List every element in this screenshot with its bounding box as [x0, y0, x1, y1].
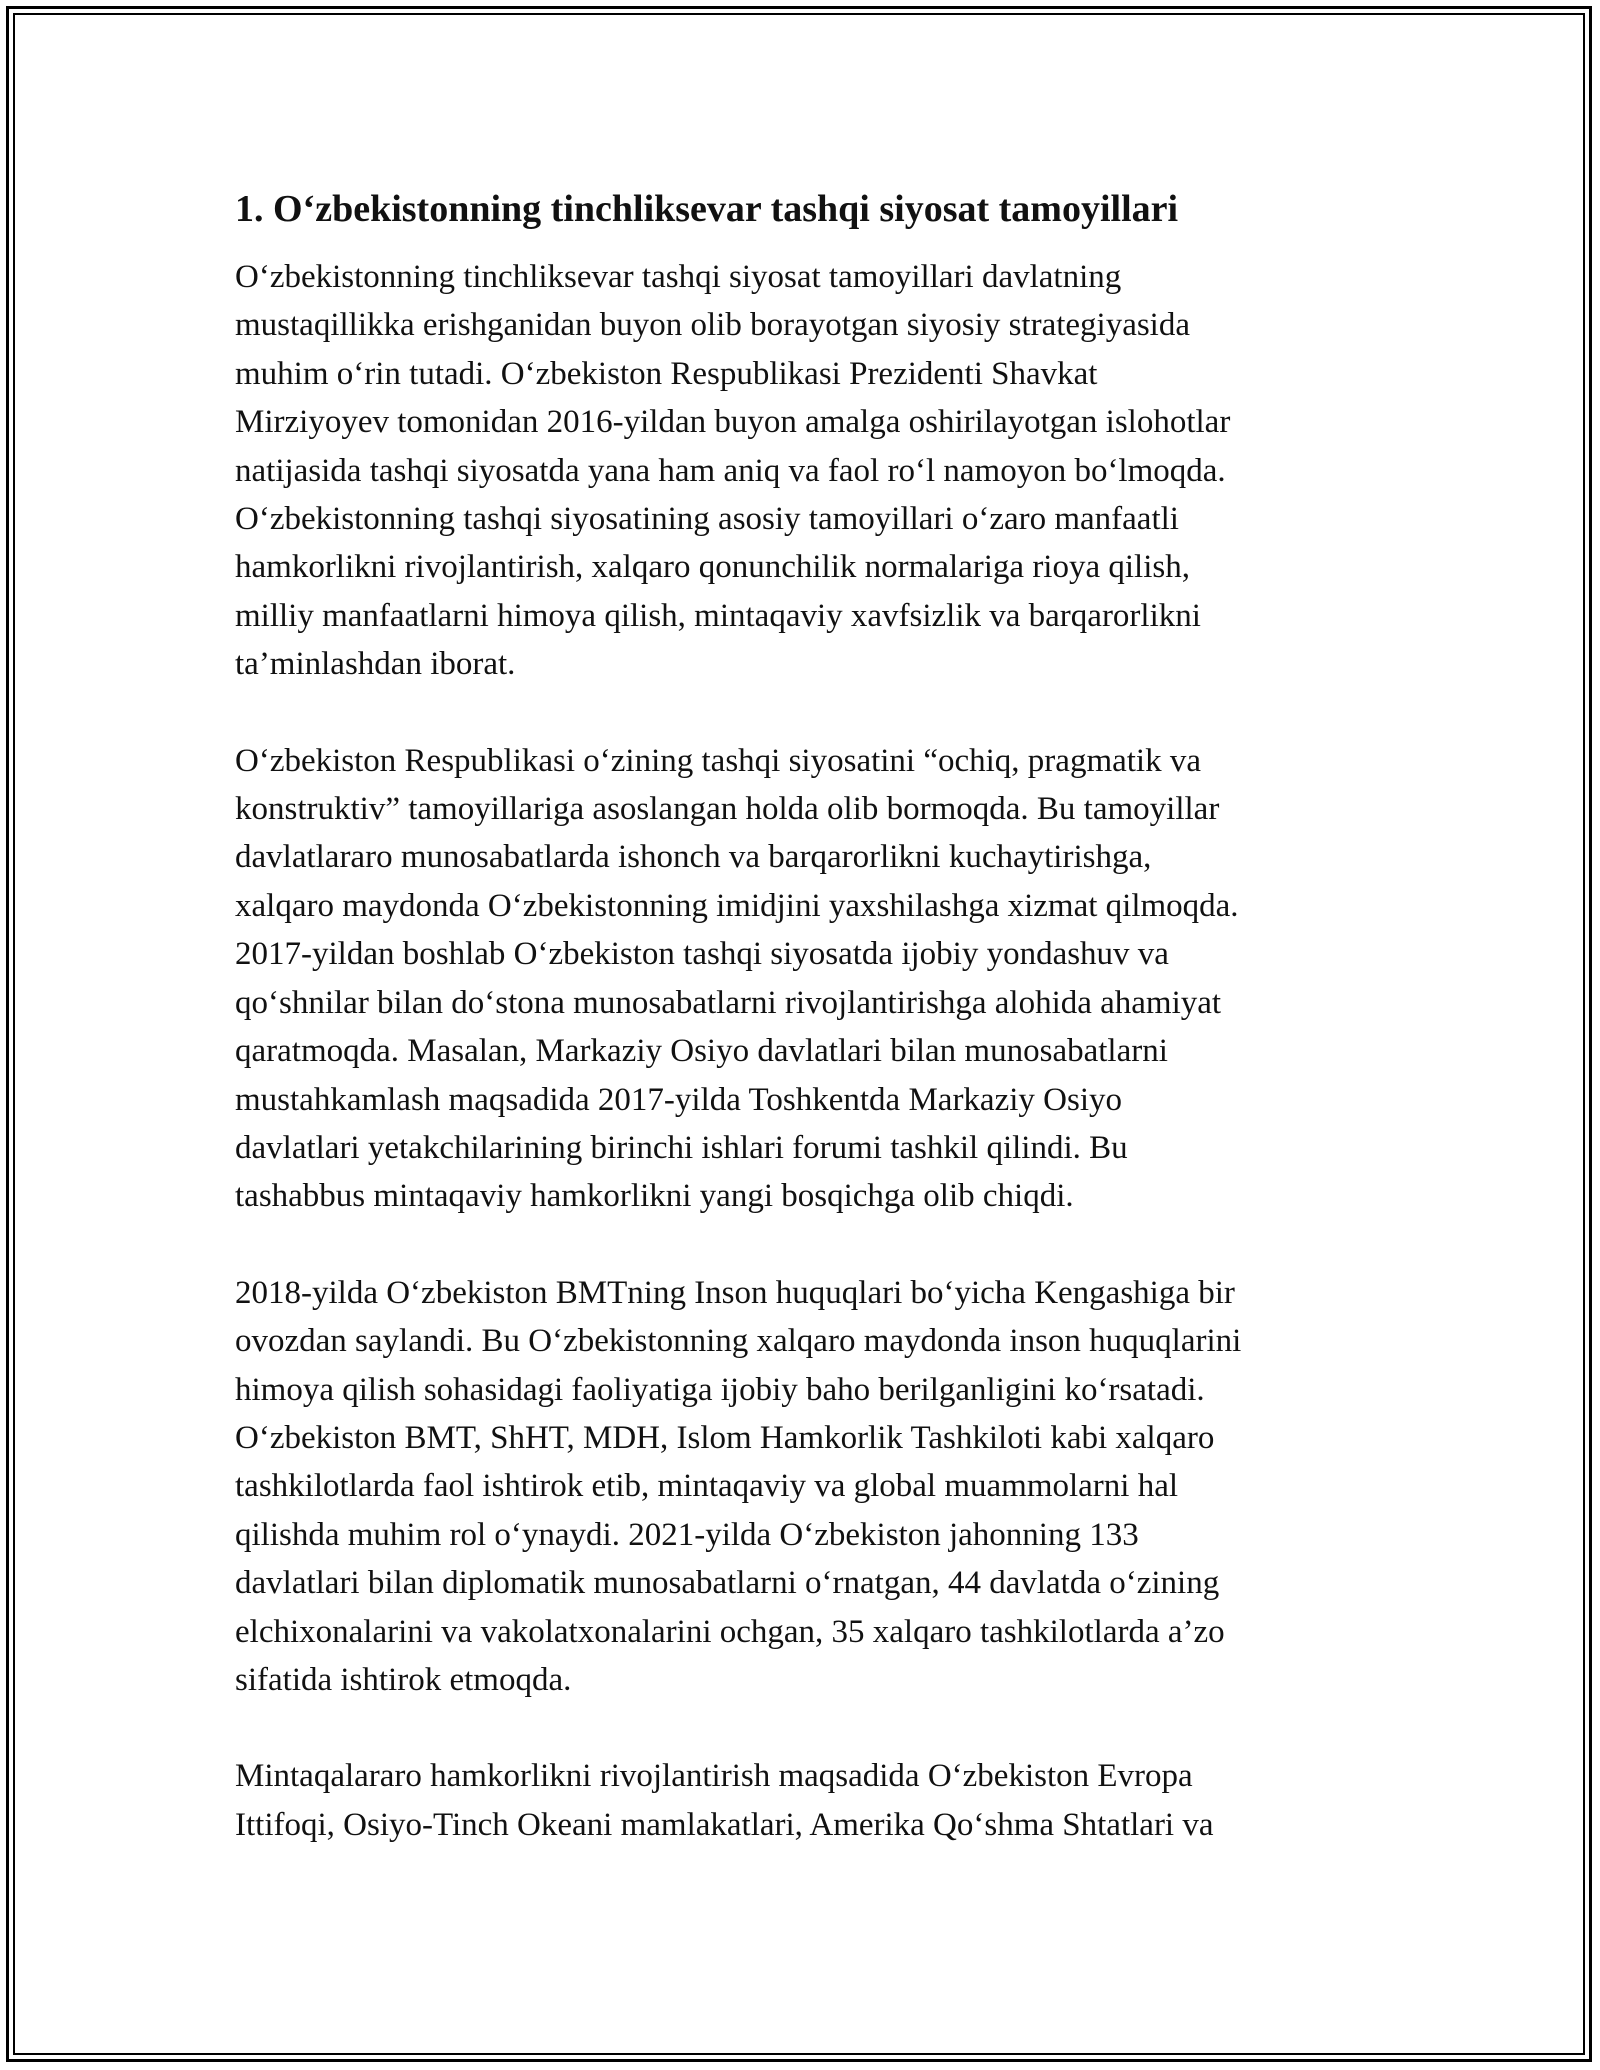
text-line: qo‘shnilar bilan do‘stona munosabatlarni rivojlantirishga alohida ahamiyat — [235, 984, 1222, 1021]
text-line: tashabbus mintaqaviy hamkorlikni yangi bosqichga olib chiqdi. — [235, 1178, 1074, 1215]
text-line: himoya qilish sohasidagi faoliyatiga ijobiy baho berilganligini ko‘rsatadi. — [235, 1371, 1205, 1408]
text-line: Ittifoqi, Osiyo-Tinch Okeani mamlakatlari, Amerika Qo‘shma Shtatlari va — [235, 1806, 1214, 1843]
paragraph-open-pragmatic-policy — [235, 737, 1365, 1221]
text-line: milliy manfaatlarni himoya qilish, mintaqaviy xavfsizlik va barqarorlikni — [235, 597, 1201, 634]
text-line: davlatlari bilan diplomatik munosabatlarni o‘rnatgan, 44 davlatda o‘zining — [235, 1565, 1220, 1602]
text-line: Mirziyoyev tomonidan 2016-yildan buyon amalga oshirilayotgan islohotlar — [235, 404, 1231, 441]
document-body — [235, 185, 1365, 1849]
text-line: O‘zbekistonning tashqi siyosatining asosiy tamoyillari o‘zaro manfaatli — [235, 501, 1179, 538]
text-line: davlatlararo munosabatlarda ishonch va barqarorlikni kuchaytirishga, — [235, 839, 1152, 876]
paragraph-principles — [235, 253, 1365, 689]
text-line: qaratmoqda. Masalan, Markaziy Osiyo davlatlari bilan munosabatlarni — [235, 1033, 1168, 1070]
paragraph-interregional-cooperation — [235, 1752, 1365, 1849]
text-line: muhim o‘rin tutadi. O‘zbekiston Respublikasi Prezidenti Shavkat — [235, 355, 1098, 392]
text-line: elchixonalarini va vakolatxonalarini ochgan, 35 xalqaro tashkilotlarda a’zo — [235, 1613, 1225, 1650]
text-line: 2018-yilda O‘zbekiston BMTning Inson huquqlari bo‘yicha Kengashiga bir — [235, 1274, 1235, 1311]
paragraph-international-organizations — [235, 1269, 1365, 1705]
text-line: 2017-yildan boshlab O‘zbekiston tashqi siyosatda ijobiy yondashuv va — [235, 936, 1169, 973]
text-line: qilishda muhim rol o‘ynaydi. 2021-yilda O‘zbekiston jahonning 133 — [235, 1516, 1139, 1553]
text-line: O‘zbekistonning tinchliksevar tashqi siyosat tamoyillari davlatning — [235, 259, 1122, 295]
text-line: mustahkamlash maqsadida 2017-yilda Toshkentda Markaziy Osiyo — [235, 1081, 1122, 1118]
text-line: konstruktiv” tamoyillariga asoslangan holda olib bormoqda. Bu tamoyillar — [235, 791, 1220, 828]
text-line: natijasida tashqi siyosatda yana ham aniq va faol ro‘l namoyon bo‘lmoqda. — [235, 452, 1226, 489]
section-heading: 1. O‘zbekistonning tinchliksevar tashqi siyosat tamoyillari — [235, 188, 1179, 230]
text-line: ovozdan saylandi. Bu O‘zbekistonning xalqaro maydonda inson huquqlarini — [235, 1323, 1242, 1360]
text-line: ta’minlashdan iborat. — [235, 646, 516, 683]
text-line: O‘zbekiston BMT, ShHT, MDH, Islom Hamkorlik Tashkiloti kabi xalqaro — [235, 1419, 1215, 1456]
text-line: O‘zbekiston Respublikasi o‘zining tashqi siyosatini “ochiq, pragmatik va — [235, 742, 1201, 779]
text-line: tashkilotlarda faol ishtirok etib, mintaqaviy va global muammolarni hal — [235, 1468, 1179, 1505]
text-line: xalqaro maydonda O‘zbekistonning imidjini yaxshilashga xizmat qilmoqda. — [235, 887, 1239, 924]
text-line: davlatlari yetakchilarining birinchi ishlari forumi tashkil qilindi. Bu — [235, 1129, 1128, 1166]
text-line: hamkorlikni rivojlantirish, xalqaro qonunchilik normalariga rioya qilish, — [235, 549, 1190, 586]
text-line: mustaqillikka erishganidan buyon olib borayotgan siyosiy strategiyasida — [235, 307, 1191, 344]
text-line: sifatida ishtirok etmoqda. — [235, 1661, 572, 1698]
text-line: Mintaqalararo hamkorlikni rivojlantirish maqsadida O‘zbekiston Evropa — [235, 1758, 1193, 1795]
